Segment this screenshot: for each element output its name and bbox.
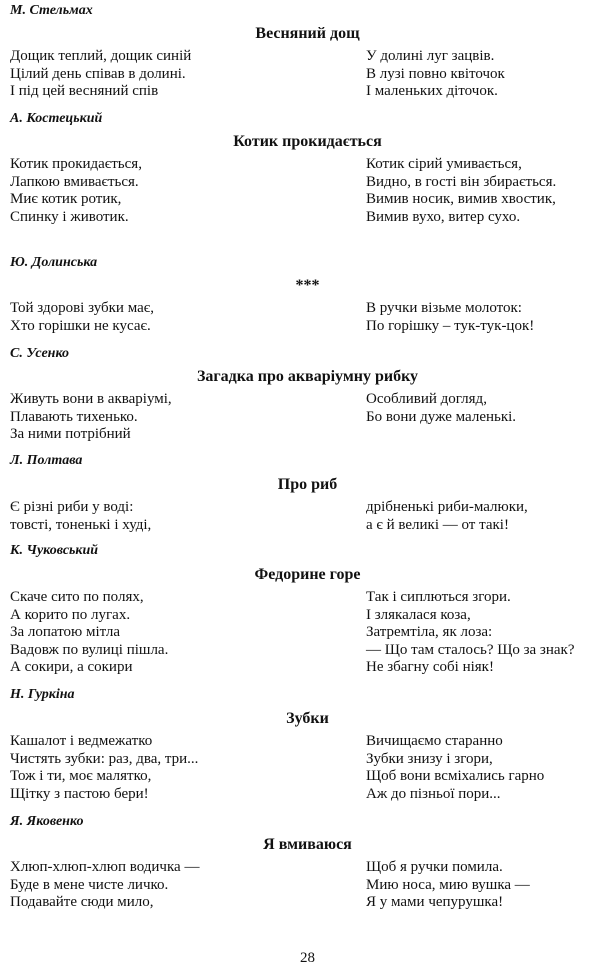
poem-line: Миє котик ротик, [10,191,122,207]
poem-line: Кашалот і ведмежатко [10,733,153,749]
poem-line: Спинку і животик. [10,208,129,225]
poem-stanza-right [366,300,534,335]
poem-stanza-left [10,300,154,335]
poem-line: І маленьких діточок. [366,83,498,99]
poem-line: Подавайте сюди мило, [10,894,154,910]
poem-author: С. Усенко [10,346,70,361]
poem-line: Плавають тихенько. [10,408,138,425]
poem-line: Вадовж по вулиці пішла. [10,641,169,658]
poem-line: Мию носа, мию вушка — [366,876,530,893]
poem-title: Федорине горе [254,566,361,583]
poem-line: Щоб я ручки помила. [366,859,503,875]
poem-stanza-right [366,391,516,426]
poem-line: дрібненькі риби-малюки, [366,499,528,515]
poem-author: А. Костецький [10,111,103,126]
poem-line: Хто горішки не кусає. [10,317,151,334]
poem-line: Щоб вони всміхались гарно [366,768,545,784]
poem-line: Скаче сито по полях, [10,589,144,605]
poem-line: І злякалася коза, [366,606,471,623]
poem-stanza-left [10,48,191,101]
poem-line: Вимив вухо, витер сухо. [366,208,521,225]
poem-line: Хлюп-хлюп-хлюп водичка — [10,859,200,875]
poem-stanza-left [10,156,142,226]
poem-stanza-left [10,391,172,444]
poem-title: *** [295,277,320,294]
poem-stanza-right [366,156,556,226]
poem-title: Загадка про акваріумну рибку [196,368,419,385]
poem-line: Аж до пізньої пори... [366,785,501,802]
poem-author: Н. Гуркіна [10,687,75,702]
poem-stanza-right [366,499,528,534]
poem-line: По горішку – тук-тук-цок! [366,317,535,334]
poem-line: Бо вони дуже маленькі. [366,408,517,425]
poem-stanza-left [10,589,168,677]
poem-stanza-right [366,733,544,803]
poem-line: У долині луг зацвів. [366,48,495,64]
poem-title: Про риб [277,476,338,493]
poem-line: Котик сірий умивається, [366,156,522,172]
poem-line: Дощик теплий, дощик синій [10,48,192,64]
poem-line: Щітку з пастою бери! [10,785,149,802]
poem-line: товсті, тоненькі і худі, [10,516,152,533]
poem-author: Л. Полтава [10,453,83,468]
poem-stanza-left [10,499,151,534]
poem-stanza-right [366,589,575,677]
poem-line: Я у мами чепурушка! [366,894,504,910]
poem-line: За лопатою мітла [10,624,121,640]
poem-author: М. Стельмах [10,3,93,18]
poem-title: Весняний дощ [255,25,360,42]
poem-author: Ю. Долинська [10,255,98,270]
poem-line: А корито по лугах. [10,606,131,623]
poem-line: Той здорові зубки має, [10,300,154,316]
poem-line: Чистять зубки: раз, два, три... [10,750,199,767]
poem-line: а є й великі — от такі! [366,516,509,533]
poem-line: Лапкою вмивається. [10,173,139,190]
poem-line: Так і сиплються згори. [366,589,511,605]
poem-author: Я. Яковенко [10,814,84,829]
poem-line: Вичищаємо старанно [366,733,503,749]
poem-stanza-left [10,733,198,803]
poem-line: Зубки знизу і згори, [366,750,493,767]
poem-line: Тож і ти, моє малятко, [10,768,152,784]
poem-line: Вимив носик, вимив хвостик, [366,191,556,207]
poem-line: Цілий день співав в долині. [10,65,186,82]
poem-line: Особливий догляд, [366,391,487,407]
poem-line: Живуть вони в акваріумі, [10,391,172,407]
poem-title: Котик прокидається [233,133,382,150]
poem-line: За ними потрібний [10,426,131,442]
page-number: 28 [300,950,315,966]
poem-line: В лузі повно квіточок [366,65,505,82]
poem-title: Зубки [286,710,329,727]
poem-author: К. Чуковський [10,543,99,558]
poem-title: Я вмиваюся [263,836,352,853]
poem-line: Видно, в гості він збирається. [366,173,557,190]
poem-stanza-right [366,48,505,101]
poem-line: В ручки візьме молоток: [366,300,522,316]
poem-line: Котик прокидається, [10,156,142,172]
poem-stanza-right [366,859,530,912]
poem-stanza-left [10,859,199,912]
poem-line: А сокири, а сокири [10,659,133,675]
poem-line: Не збагну собі ніяк! [366,659,494,675]
poem-line: Буде в мене чисте личко. [10,876,169,893]
poem-line: — Що там сталось? Що за знак? [366,641,575,658]
poem-line: І під цей весняний спів [10,83,159,99]
poem-line: Є різні риби у воді: [10,499,134,515]
poem-line: Затремтіла, як лоза: [366,624,493,640]
